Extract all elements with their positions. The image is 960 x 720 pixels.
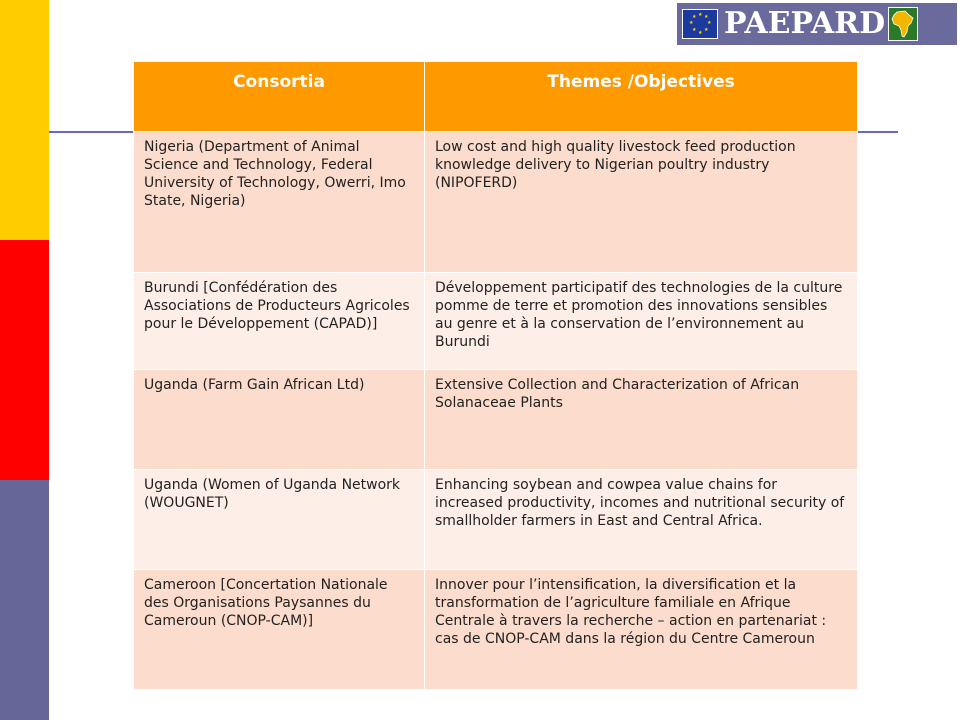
consortium-cell: Nigeria (Department of Animal Science and Technology, Federal University of Technology, Owerri, Imo State, Nigeria) [134,132,425,273]
side-bar-yellow [0,0,49,240]
theme-cell: Extensive Collection and Characterization of African Solanaceae Plants [425,370,858,470]
consortium-cell: Uganda (Women of Uganda Network (WOUGNET) [134,470,425,570]
consortium-cell: Burundi [Confédération des Associations de Producteurs Agricoles pour le Développement (CAPAD)] [134,273,425,370]
theme-cell: Innover pour l’intensification, la diversification et la transformation de l’agriculture familiale en Afrique Centrale à travers la recherche – action en partenariat : cas de CNOP-CAM dans la région du Centre Cameroun [425,570,858,690]
table-row [134,273,858,370]
column-header-themes: Themes /Objectives [425,62,858,132]
table-row [134,370,858,470]
theme-cell: Enhancing soybean and cowpea value chains for increased productivity, incomes and nutritional security of smallholder farmers in East and Central Africa. [425,470,858,570]
eu-flag-icon: ★ ★ ★ ★ ★ ★ ★ ★ [682,9,718,39]
paepard-logo [677,3,957,45]
africa-map-icon [888,7,918,41]
table-row [134,470,858,570]
consortia-table [133,61,858,690]
consortium-cell: Uganda (Farm Gain African Ltd) [134,370,425,470]
table-header-row [134,62,858,132]
logo-text: PAEPARD [724,6,886,41]
side-bar-red [0,240,49,480]
table-row [134,570,858,690]
theme-cell: Low cost and high quality livestock feed production knowledge delivery to Nigerian poultry industry (NIPOFERD) [425,132,858,273]
side-bar-purple [0,480,49,720]
consortium-cell: Cameroon [Concertation Nationale des Organisations Paysannes du Cameroun (CNOP-CAM)] [134,570,425,690]
column-header-consortia: Consortia [134,62,425,132]
theme-cell: Développement participatif des technologies de la culture pomme de terre et promotion des innovations sensibles au genre et à la conservation de l’environnement au Burundi [425,273,858,370]
table-row [134,132,858,273]
